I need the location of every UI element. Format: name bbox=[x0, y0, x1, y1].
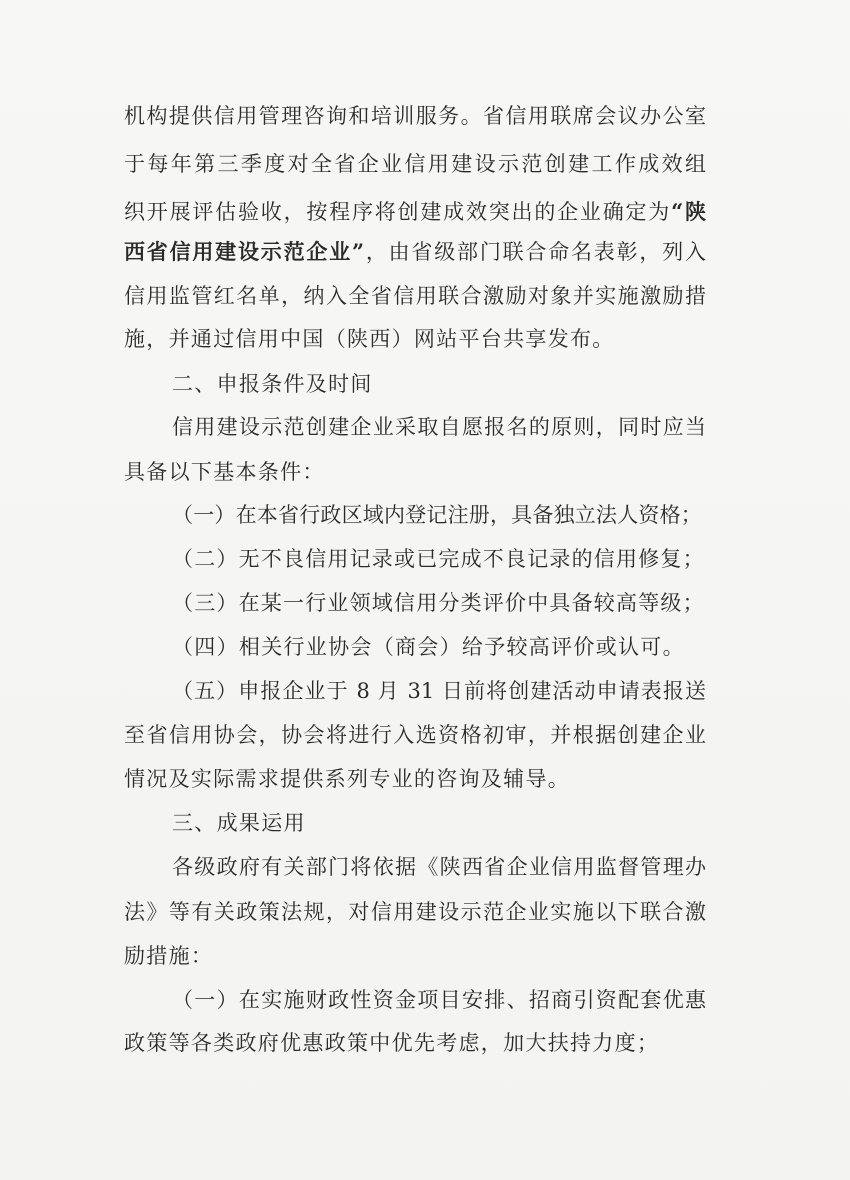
paragraph-line-8: 信用建设示范创建企业采取自愿报名的原则，同时应当 bbox=[172, 415, 706, 439]
paragraph-line-16: 情况及实际需求提供系列专业的咨询及辅导。 bbox=[124, 767, 570, 791]
section-heading-3: 三、成果运用 bbox=[172, 811, 306, 835]
condition-1: （一）在本省行政区域内登记注册，具备独立法人资格； bbox=[172, 503, 702, 527]
paragraph-line-2: 于每年第三季度对全省企业信用建设示范创建工作成效组 bbox=[124, 152, 706, 176]
bold-title-end: 西省信用建设示范企业” bbox=[124, 239, 365, 264]
bold-title-start: “陕 bbox=[671, 199, 706, 224]
paragraph-line-9: 具备以下基本条件： bbox=[124, 460, 325, 484]
paragraph-line-6: 施，并通过信用中国（陕西）网站平台共享发布。 bbox=[124, 327, 615, 351]
line-text: 织开展评估验收，按程序将创建成效突出的企业确定为 bbox=[124, 200, 672, 224]
paragraph-line-19: 法》等有关政策法规，对信用建设示范企业实施以下联合激 bbox=[124, 900, 706, 924]
paragraph-line-5: 信用监管红名单，纳入全省信用联合激励对象并实施激励措 bbox=[124, 284, 706, 308]
condition-3: （三）在某一行业领域信用分类评价中具备较高等级； bbox=[172, 591, 705, 615]
paragraph-line-1: 机构提供信用管理咨询和培训服务。省信用联席会议办公室 bbox=[124, 104, 706, 128]
condition-5: （五）申报企业于 8 月 31 日前将创建活动申请表报送 bbox=[172, 679, 706, 703]
section-heading-2: 二、申报条件及时间 bbox=[172, 372, 373, 396]
condition-4: （四）相关行业协会（商会）给予较高评价或认可。 bbox=[172, 635, 685, 659]
measure-1-line-1: （一）在实施财政性资金项目安排、招商引资配套优惠 bbox=[172, 988, 706, 1012]
paragraph-line-3 bbox=[124, 197, 706, 227]
line-text: ，由省级部门联合命名表彰，列入 bbox=[364, 240, 706, 264]
condition-2: （二）无不良信用记录或已完成不良记录的信用修复； bbox=[172, 547, 705, 571]
measure-1-line-2: 政策等各类政府优惠政策中优先考虑，加大扶持力度； bbox=[124, 1031, 660, 1055]
paragraph-line-4 bbox=[124, 237, 706, 267]
paragraph-line-15: 至省信用协会，协会将进行入选资格初审，并根据创建企业 bbox=[124, 723, 706, 747]
paragraph-line-18: 各级政府有关部门将依据《陕西省企业信用监督管理办 bbox=[172, 855, 706, 879]
paragraph-line-20: 励措施： bbox=[124, 944, 214, 968]
